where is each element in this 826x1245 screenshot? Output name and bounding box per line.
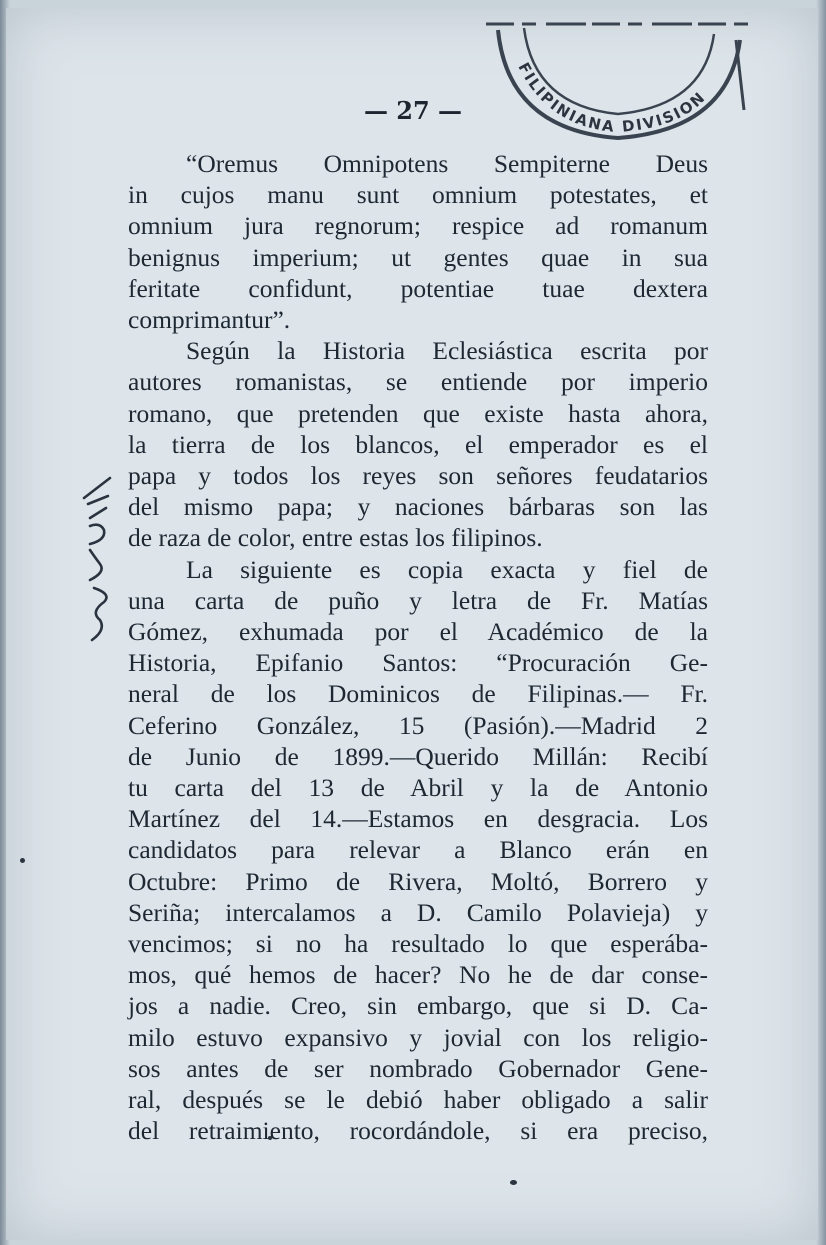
page-number: — 27 — [363, 96, 463, 125]
speck [510, 1180, 517, 1185]
text-line: de raza de color, entre estas los filipinos. [128, 523, 543, 553]
text-line: milo estuvo expansivo y jovial con los religio- [128, 1022, 708, 1052]
handwritten-margin-note [60, 470, 130, 650]
text-line: la tierra de los blancos, el emperador es el [128, 429, 708, 459]
text-line: omnium jura regnorum; respice ad romanum [128, 211, 708, 241]
text-line: comprimantur”. [128, 305, 291, 335]
text-line: feritate confidunt, potentiae tuae dextera [128, 273, 708, 303]
text-line: jos a nadie. Creo, sin embargo, que si D. Ca- [128, 991, 708, 1021]
text-line: candidatos para relevar a Blanco erán en [128, 835, 708, 865]
library-stamp [478, 10, 758, 160]
text-line: Según la Historia Eclesiástica escrita por [186, 336, 708, 366]
text-line: del mismo papa; y naciones bárbaras son las [128, 492, 708, 522]
text-line: La siguiente es copia exacta y fiel de [186, 554, 708, 584]
text-line: Gómez, exhumada por el Académico de la [128, 617, 708, 647]
stamp-text: FILIPINIANA DIVISION [514, 59, 710, 137]
text-line: Martínez del 14.—Estamos en desgracia. Los [128, 804, 708, 834]
text-line: tu carta del 13 de Abril y la de Antonio [128, 773, 708, 803]
text-line: autores romanistas, se entiende por imperio [128, 367, 708, 397]
text-line: in cujos manu sunt omnium potestates, et [128, 180, 708, 210]
body-text [128, 148, 708, 1147]
text-line: una carta de puño y letra de Fr. Matías [128, 585, 708, 615]
text-line: romano, que pretenden que existe hasta ahora, [128, 398, 708, 428]
text-line: neral de los Dominicos de Filipinas.— Fr. [128, 679, 708, 709]
text-line: del retraimiento, rocordándole, si era preciso, [128, 1116, 708, 1146]
text-line: Ceferino González, 15 (Pasión).—Madrid 2 [128, 710, 708, 740]
text-line: “Oremus Omnipotens Sempiterne Deus [186, 149, 708, 178]
text-line: papa y todos los reyes son señores feudatarios [128, 461, 708, 491]
text-line: vencimos; si no ha resultado lo que esperába- [128, 929, 708, 959]
text-line: Octubre: Primo de Rivera, Moltó, Borrero y [128, 866, 708, 896]
text-line: ral, después se le debió haber obligado a salir [128, 1085, 708, 1115]
speck [20, 858, 25, 863]
text-line: Historia, Epifanio Santos: “Procuración Ge- [128, 648, 708, 678]
text-line: benignus imperium; ut gentes quae in sua [128, 242, 708, 272]
text-line: sos antes de ser nombrado Gobernador Gene- [128, 1053, 708, 1083]
text-line: Seriña; intercalamos a D. Camilo Polavieja) y [128, 897, 708, 927]
text-line: mos, qué hemos de hacer? No he de dar conse- [128, 960, 708, 990]
text-line: de Junio de 1899.—Querido Millán: Recibí [128, 741, 708, 771]
